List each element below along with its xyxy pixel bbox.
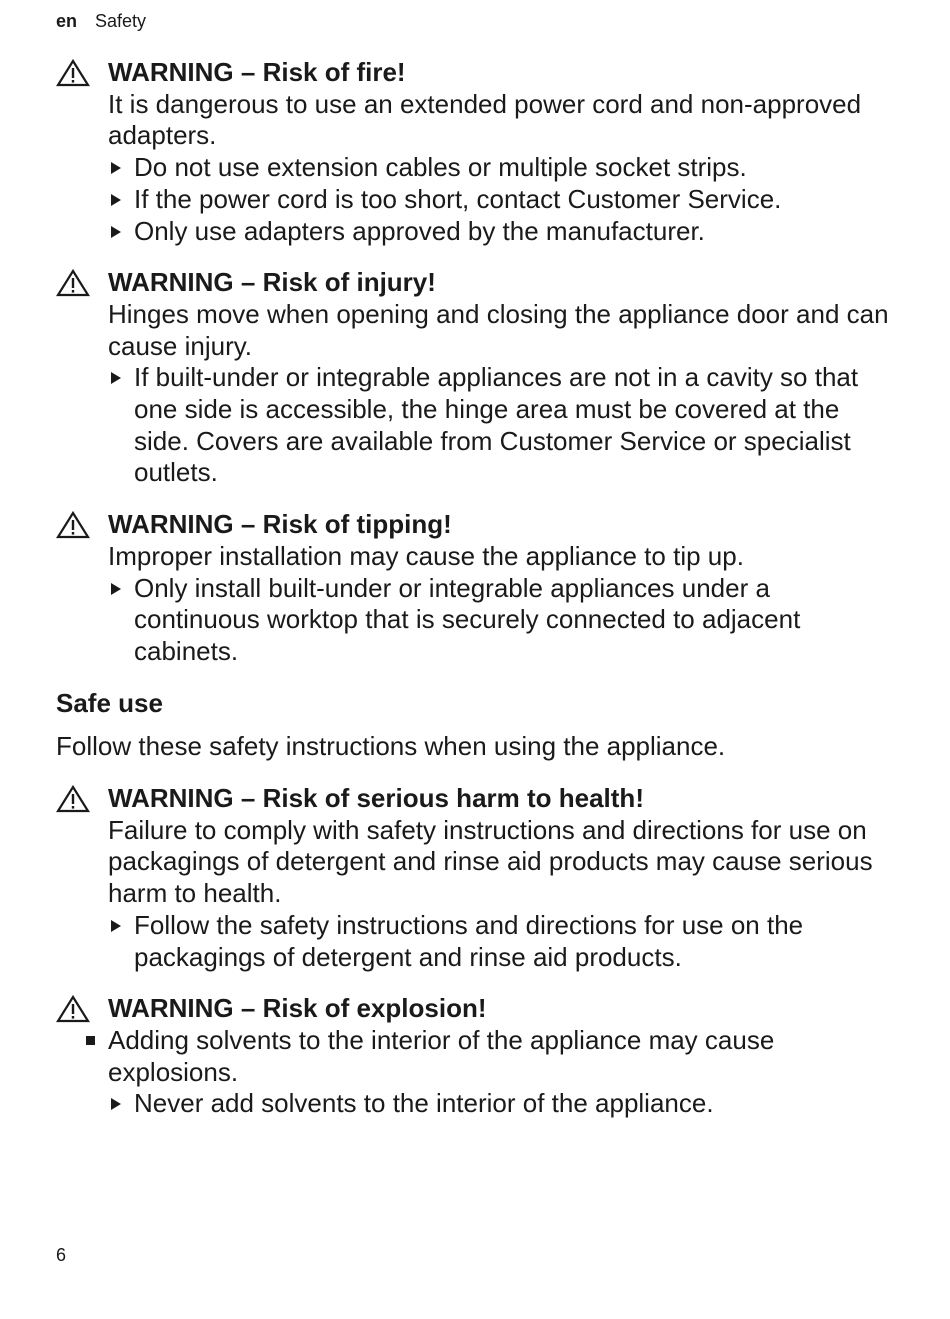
instruction-item: If built-under or integrable appliances are not in a cavity so that one side is accessible, the hinge area must be covered at the side. Covers are available from Customer Service or specialist outlets. [56,362,896,489]
warning-title: WARNING – Risk of injury! [56,267,896,299]
section-intro: Follow these safety instructions when using the appliance. [56,731,726,762]
arrow-bullet-icon [111,194,121,206]
section-heading: Safe use [56,687,163,718]
warning-description: Failure to comply with safety instructions and directions for use on packagings of detergent and rinse aid products may cause serious harm to health. [108,814,873,909]
instruction-item: Never add solvents to the interior of the appliance. [56,1088,896,1120]
warning-explosion [56,993,896,1120]
instruction-item: Do not use extension cables or multiple socket strips. [56,152,896,184]
warning-triangle-icon [56,785,90,813]
arrow-bullet-icon [111,372,121,384]
warning-fire [56,57,896,247]
page-content [56,57,896,1140]
arrow-bullet-icon [111,162,121,174]
warning-description: Hinges move when opening and closing the appliance door and can cause injury. [108,298,889,361]
warning-description: Improper installation may cause the appliance to tip up. [108,540,744,571]
page-number: 6 [56,1245,67,1265]
page-header [56,10,146,32]
warning-title: WARNING – Risk of fire! [56,57,896,89]
warning-description: It is dangerous to use an extended power cord and non-approved adapters. [108,88,862,151]
warning-tipping [56,509,896,668]
warning-health [56,783,896,973]
warning-triangle-icon [56,269,90,297]
instruction-item: Only use adapters approved by the manufacturer. [56,216,896,248]
warning-title: WARNING – Risk of explosion! [56,993,896,1025]
language-code: en [56,11,78,31]
instruction-item: If the power cord is too short, contact Customer Service. [56,184,896,216]
warning-title: WARNING – Risk of tipping! [56,509,896,541]
square-bullet-icon [86,1036,95,1045]
cause-item: Adding solvents to the interior of the appliance may cause explosions. [56,1025,896,1088]
section-name: Safety [95,11,147,31]
warning-triangle-icon [56,59,90,87]
warning-triangle-icon [56,995,90,1023]
arrow-bullet-icon [111,920,121,932]
arrow-bullet-icon [111,226,121,238]
instruction-item: Follow the safety instructions and directions for use on the packagings of detergent and rinse aid products. [56,910,896,973]
arrow-bullet-icon [111,1098,121,1110]
instruction-item: Only install built-under or integrable appliances under a continuous worktop that is securely connected to adjacent cabinets. [56,573,896,668]
warning-triangle-icon [56,511,90,539]
arrow-bullet-icon [111,583,121,595]
warning-title: WARNING – Risk of serious harm to health! [56,783,896,815]
warning-injury [56,267,896,489]
